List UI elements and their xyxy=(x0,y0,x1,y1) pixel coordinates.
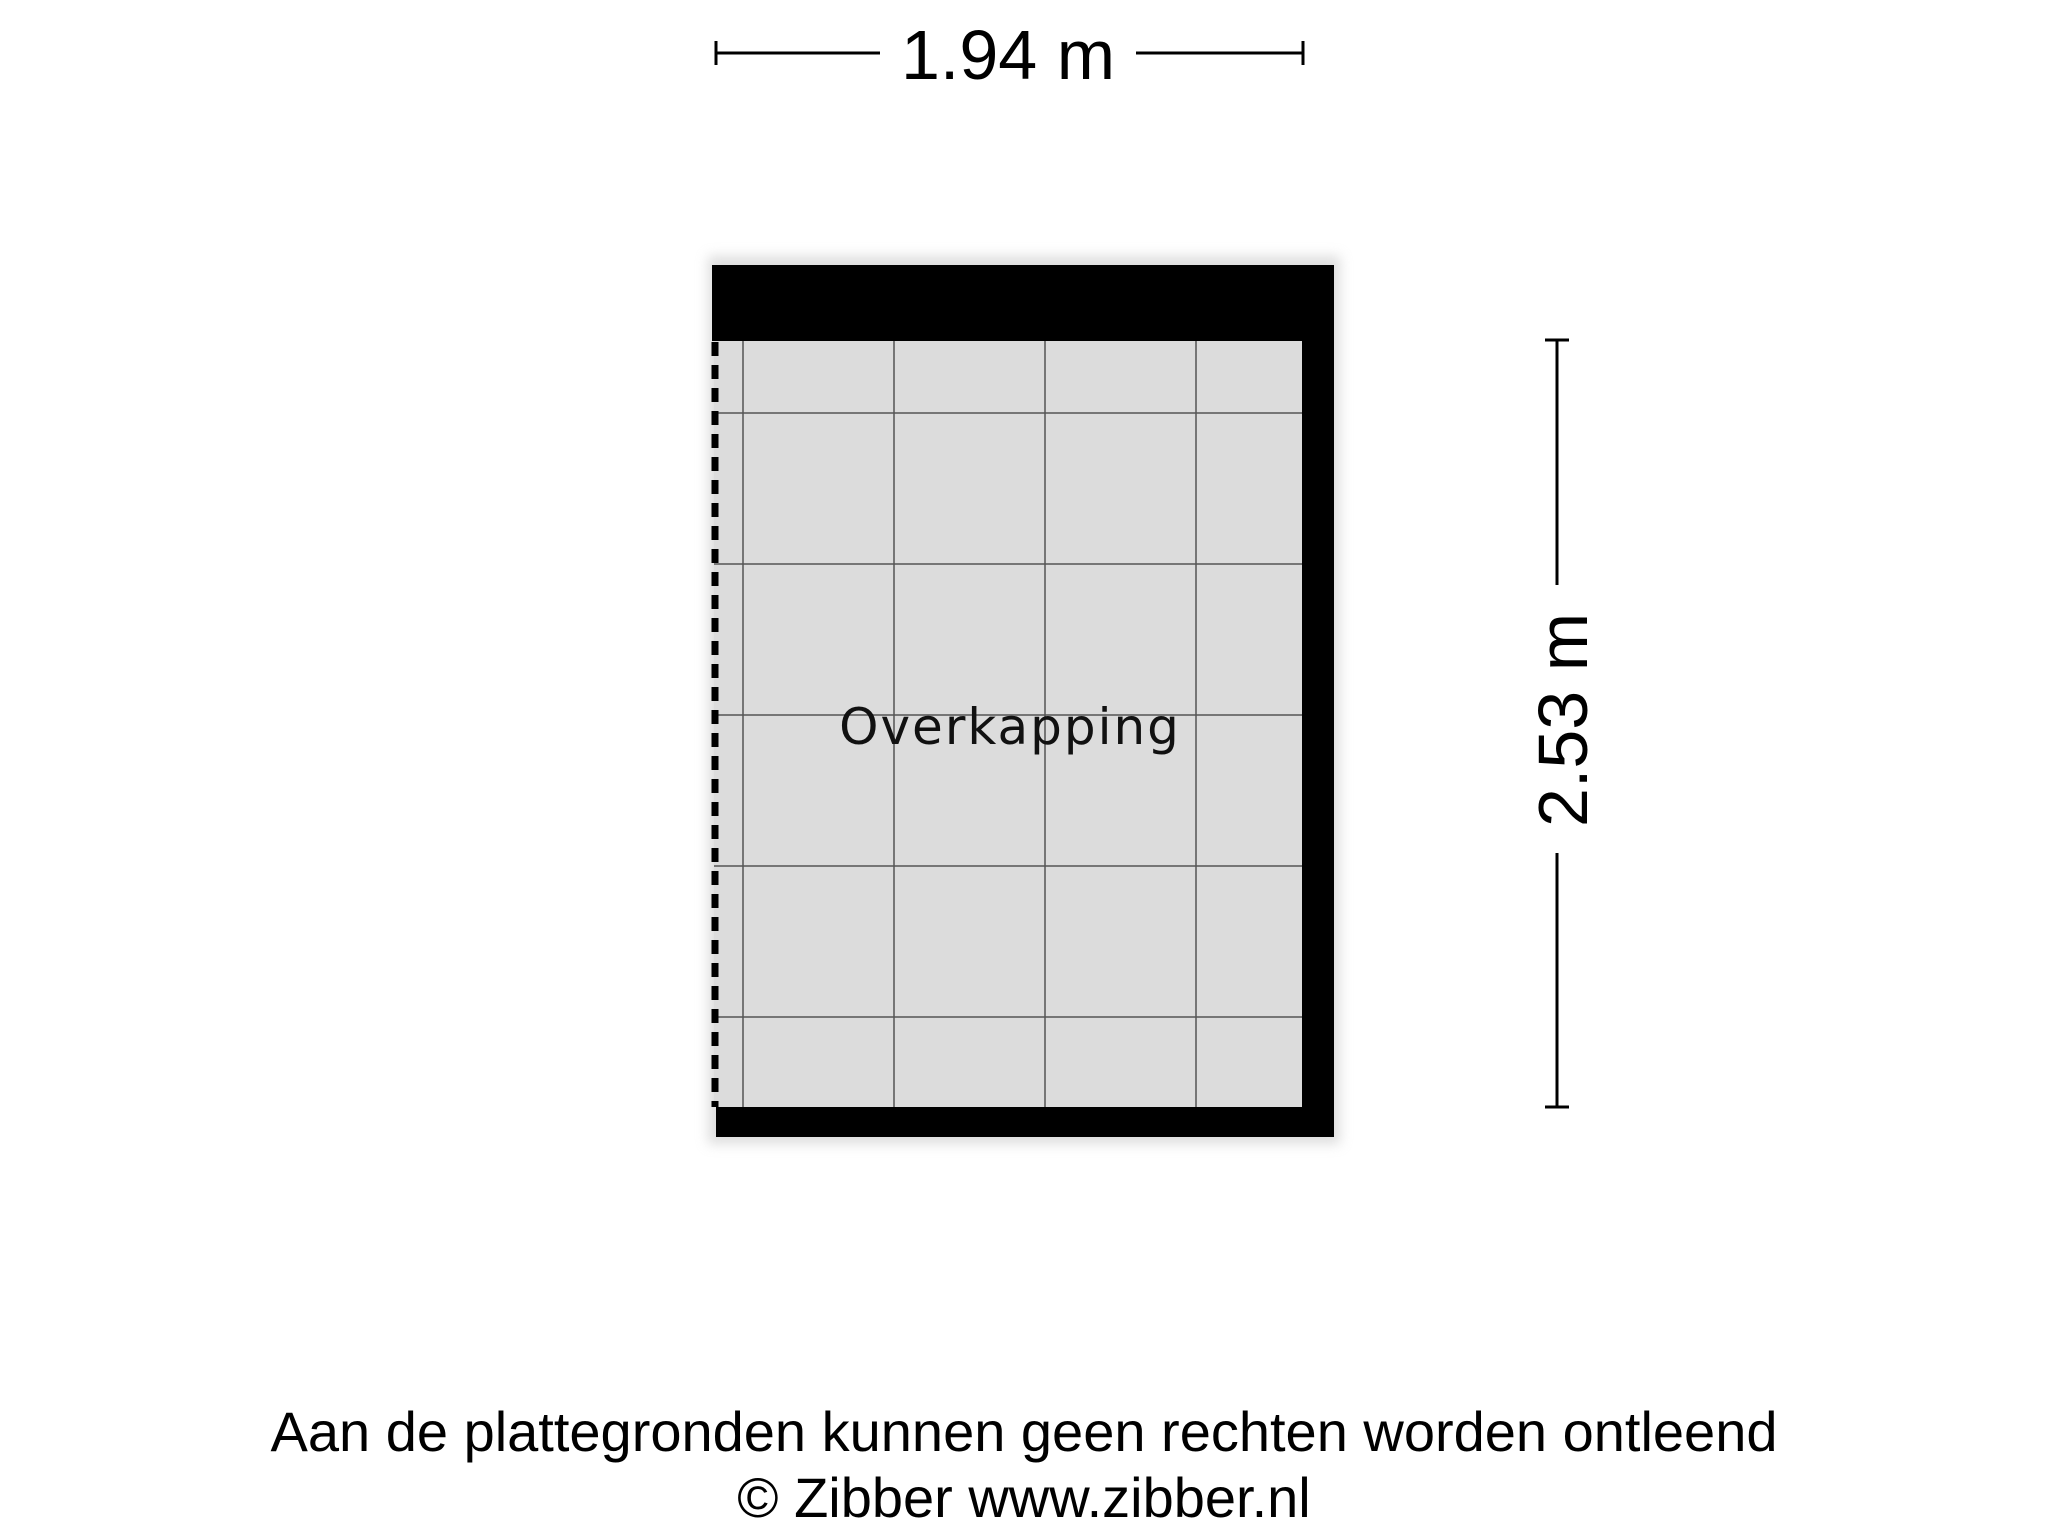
height-dimension-label: 2.53 m xyxy=(1524,613,1602,827)
width-dimension xyxy=(716,16,1303,94)
copyright-text: © Zibber www.zibber.nl xyxy=(737,1466,1311,1529)
bottom-wall xyxy=(716,1107,1334,1137)
right-wall xyxy=(1302,265,1334,1137)
disclaimer-text: Aan de plattegronden kunnen geen rechten worden ontleend xyxy=(270,1400,1778,1463)
top-wall xyxy=(712,265,1334,341)
width-dimension-label: 1.94 m xyxy=(901,16,1115,94)
height-dimension xyxy=(1524,340,1602,1107)
room-label: Overkapping xyxy=(839,698,1181,756)
